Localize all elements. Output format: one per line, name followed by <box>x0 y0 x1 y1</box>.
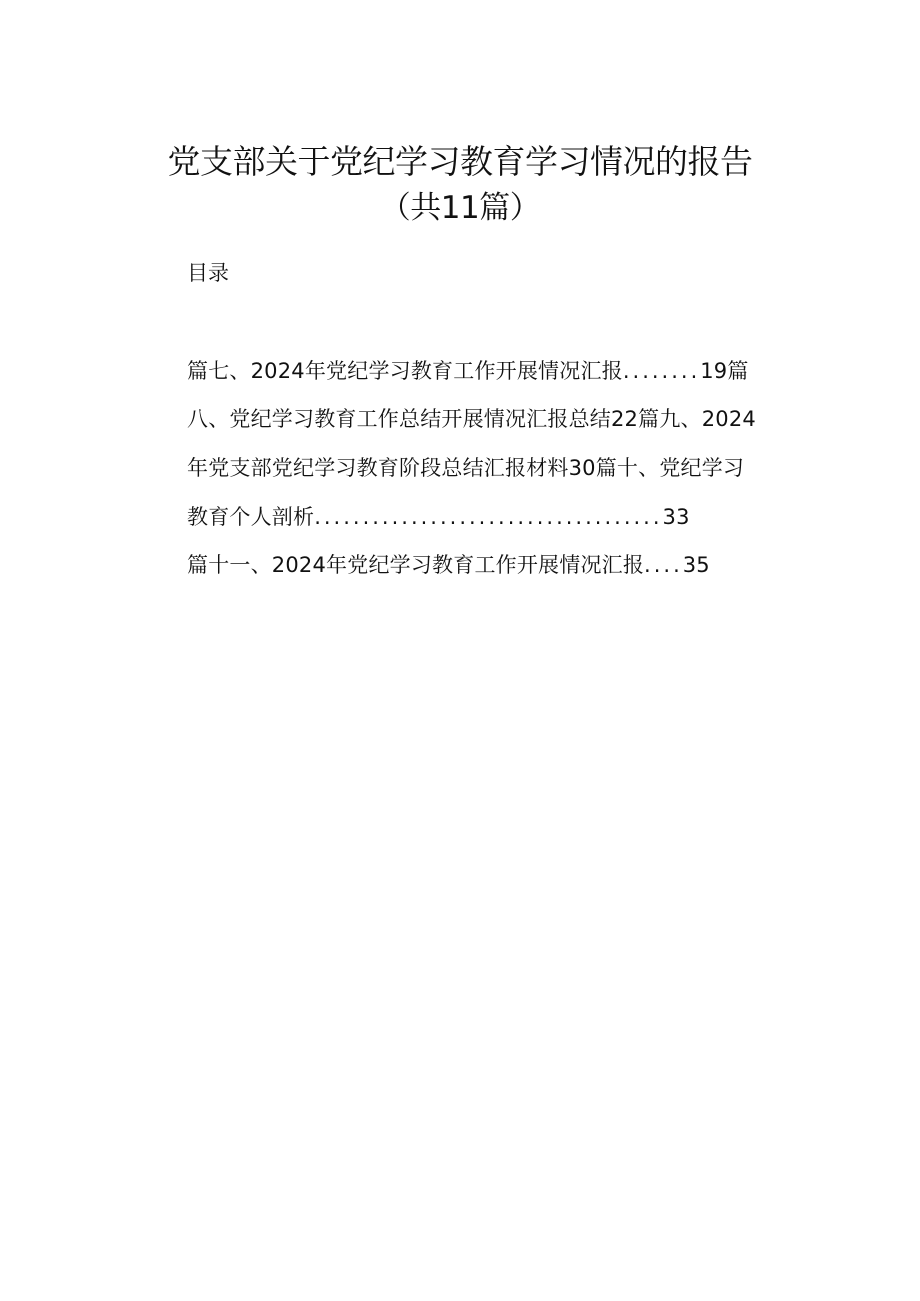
toc-line-text: 篇七、2024年党纪学习教育工作开展情况汇报 <box>187 359 623 383</box>
toc-line <box>187 550 802 580</box>
toc-line-text: 教育个人剖析 <box>187 505 315 529</box>
toc-line-text: 篇十一、2024年党纪学习教育工作开展情况汇报 <box>187 553 645 577</box>
toc-line-text: 年党支部党纪学习教育阶段总结汇报材料30篇十、党纪学习 <box>187 456 745 480</box>
toc-line <box>187 356 802 386</box>
toc-line <box>187 453 802 483</box>
toc-line <box>187 404 802 434</box>
toc-line-leader: .... <box>644 553 683 577</box>
toc-line-page: 33 <box>662 505 690 529</box>
document-title: 党支部关于党纪学习教育学习情况的报告 <box>167 142 753 181</box>
toc-line-page: 19篇 <box>700 359 749 383</box>
toc-line-leader: ........ <box>622 359 701 383</box>
toc-line-leader: .................................... <box>314 505 663 529</box>
toc-line-text: 八、党纪学习教育工作总结开展情况汇报总结22篇九、2024 <box>187 407 756 431</box>
toc-line-page: 35 <box>682 553 710 577</box>
toc-line <box>187 502 802 532</box>
toc-heading: 目录 <box>187 261 229 285</box>
document-subtitle: （共11篇） <box>379 190 541 226</box>
